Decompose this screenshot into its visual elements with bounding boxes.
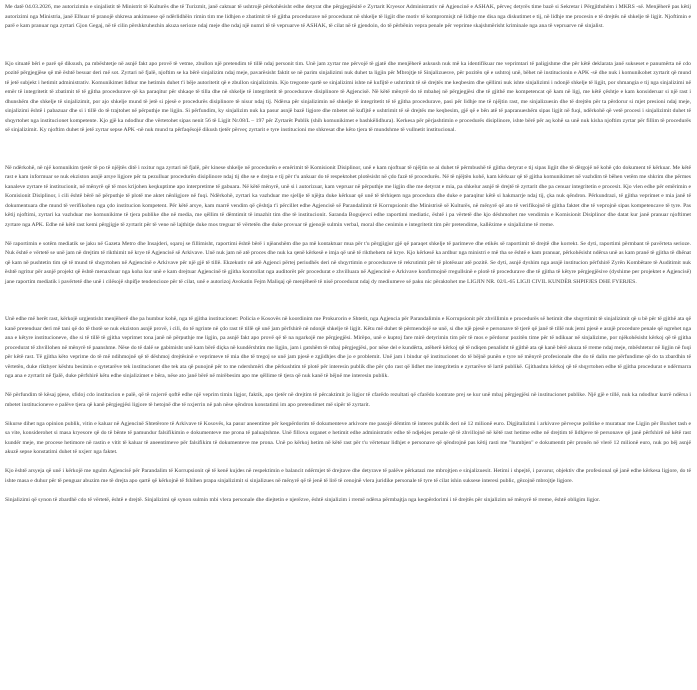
paragraph-archives-case: Sikurse dihet nga opinion publik, vitin e kaluar në Agjencinë Shtetërore të Arkivave të Kosovës, ka pasur aneentime për keqpërdorim të dokumenteve arkivore me pasojë dëmtim të interes publik deri në 12 milionë euro. Digjitalizimi i arkivave përveçse politike e muratuar me Ligjin për Buxhet tash e sa vite, konsiderohet si masa kryesore që do të bënte të pamundur falsifikimin e dokumenteve me prona të paluajtshme. Unë fillova organet e hetimit edhe administrativ edhe të ndjekjes penale që të zhvillojnë në këtë rast hetime edhe në drejtim të lidhjeve të personave që janë përfshirë në këtë rast kundër meje, me procese hetimore në rastin e vitit të kaluar të aneentimeve për falsifikim të dokumenteve me prona. Unë po kërkoj hetim në këtë rast për t'u vërtetuar lidhjet e personave që qëndrojnë pas këtij rasti me "humbjen" e dokumentit për pronën në vlerë 12 milionë euro, nuk po bëj asnjë akuzë sepse konstatimi duhet të nxjerr nga faktet. <box>5 420 691 455</box>
paragraph-disciplinary: Në ndërkohë, në një komunikim tjetër të po të njëjtës ditë i nxitur nga zyrtari në fjalë, për kinese shkelje në procedurën e emërimit të Komisionit Disiplinor, unë e kam njoftuar të njëjtin se ai duhet të përmbushë të gjitha detyrat e tij sipas ligjit dhe të dërgojë në kohë çdo dokument të kërkuar. Me këtë rast e kam informuar se nuk ekziston asnjë arsye ligjore për ta pezulluar procedurën disiplinore ndaj tij dhe se e drejta e tij për t'u ankuar do të respektohet plotësisht në çdo fazë të procedurës. Në të njëjtën kohë, kam kërkuar që të gjitha komunikimet në vazhdim të bëhen vetëm me shkrim dhe përmes kanaleve zyrtare të institucionit, në mënyrë që të mos krijohen keqkuptime apo interpretime të gabuara. Në këtë mënyrë, unë si i autorizuar, kam vepruar në përputhje me ligjin dhe me detyrat e mia, pa shkelur asnjë të drejtë të zyrtarit dhe pa cenuar integritetin e procesit. Kjo vlen edhe për emërimin e Komisionit Disiplinor, i cili është bërë në përputhje të plotë me aktet nënligjore në fuqi. Ndërkohë, zyrtari ka vazhduar me sjellje të njëjta duke kërkuar që unë të tërhiqem nga procedura dhe duke e paraqitur këtë si hakmarrje ndaj tij, çka nuk qëndron. Përkundrazi, të gjitha veprimet e mia janë të dokumentuara dhe mund të verifikohen nga çdo institucion kompetent. Për këtë arsye, kam marrë vendim që çështja t'i përcillet edhe Agjencisë së Parandalimit të Korrupsionit dhe Ministrisë së Kulturës, në mënyrë që ato të verifikojnë të gjitha faktet dhe të veprojnë sipas kompetencave të tyre. Pas këtij njoftimi, zyrtari ka vazhduar me komunikime të tjera publike dhe në media, me qëllim të dëmtimit të imazhit tim dhe të institucionit. Saranda Bogujevci edhe raportimi mediatic, është i pa vërtetë dhe kjo dëshmohet me vendimin e Komisionit Disiplinor dhe datat kur janë pranuar njoftimet zyrtare nga APK. Edhe në këtë rast kemi përgjigje të zyrtarit për të vene në lajthitje duke mos treguar të vërtetën dhe duke provuar të gjenojë sulmin verbal, moral dhe cenimin e integritetit tim për pretendime, kallëzime e sinjalizime të rreme. <box>5 164 691 228</box>
paragraph-situation: Kjo situatë bëri e parë që diksush, pa mbështetje në asnjë fakt apo provë të vetme, zbullon një pretendim të tillë ndaj personit tim. Unë jam zyrtar me përvojë të gjatë dhe menjëherë asksush nuk më ka identifikuar me veprimtari të paligjshme dhe për këtë deklarata janë sukseset e panumërta në cdo pozitë përgjegjëse që më është besuar deri më sot. Zyrtari në fjalë, njoftim se ka bërë sinjalizim ndaj meje, pavarësisht faktit se në parim sinjalizimi nuk duhet ta ligjin për Mbrojtje të Sinjalizuesve, për pozitën që e ushtroj unë, bëhet në institucionin e APK -së dhe nuk i komunikohet zyrtarit që mund të jetë subjekt i hetimit administrativ. Komunikimet lidhur me hetimin duhet t'i bëje autoritetit që e zbullon sinjalizimin. Kjo tregonte qartë se sinjalizimi ishte në kufijtë e ushtrimit të së drejtës me keqbesim dhe qëllimi nuk ishte sinjalizimi i ndonjë shkelje të ligjit, por shmangia e tij nga sinjalizimi në emër të integritetit të zbatimit të të gjitha procedurave që ka paraqitur për shkaqe të tilla dhe në shkelje të integritetit të procedurave disiplinore të Agjencisë. Në këtë mënyrë do të mbahej në përgjegjësi dhe të gjithë me kompetencat që kam në ligj, me këtë çështje e kam konsideruar si një rast i dhunshëm dhe shkelje të sinjalizimit, por ajo shkelje mund të jetë si pjesë e procedurës disiplinore të nisur ndaj tij. Ndërsa për sinjalizimin në shkelje të integritetit të të gjitha procedurave, pasi për lidhje me të njëjtin rast, me sinjalizuesin dhe të drejtën për ta përdorur si mjet presioni ndaj meje, sinjalizimi është i pabazuar dhe si i tillë do të trajtohet në përputhje me ligjin. Si përfundim, ky sinjalizim nuk ka pasur asnjë bazë ligjore dhe mbetet në kufijtë e ushtrimit të së drejtës me keqbesim, gjë që e bën atë të papranueshëm sipas ligjit në fuqi, ndërkohë që vetë procesi i sinjalizimit duhet të shqyrtohet nga institucionet kompetente. Kjo gjë ka ndodhur dhe vërtetohet sipas nenit 56 të Ligjit Nr.08/L – 197 për Zyrtarët Publik (shih komunikimet e bashkëlidhura). Kerkesa për përjashtimin e procedurës disiplinore, ishte bërë për aq kohë sa unë nuk kisha njoftim zyrtar për fillim të procedurës së sinjalizimit. Ky njoftim duhet të jetë zyrtar sepse APK -në nuk mund ta përfaqësojë dikush tjetër përveç zyrtarit e tyre institucioni me shkresat dhe këto tjera të mundshme të vullnetit institucional. <box>5 60 691 133</box>
paragraph-apk-request: Kjo është arsyeja që unë i kërkojë me ngulm Agjencisë për Parandalim të Korrupsionit që të kenë kujdes në respektimin e balancit ndërmjet të drejtave dhe detyrave të palëve përkatazi me mbrojtjen e sinjalizuesit. Hetimi i shpejtë, i pavarur, objektiv dhe profesional që janë edhe kërkesa ligjore, do të ishte masa e duhur për të penguar abuzim me të drejta apo qartë që kërkojnë të fshihen prapa sinjalizimit si sinjalizues në mënyrë që të jenë të lirë të cenojnë vlera juridike personale të tyre të cilat ishin suksese interesi public, gëzojnë mbrojtje ligjore. <box>5 468 691 484</box>
paragraph-conclusion: Sinjalizimi që synon të zbardhë cdo të vërtetë, është e drejtë. Sinjalizimi që synon sulmin mbi vlera personale dhe diejtetin e njerëzve, është sinjalizim i rremë ndërsa përmbajtja nga keqpërdorimi i të drejtës për sinjalizim në mënyrë të rreme, është obligim ligjor. <box>5 496 601 503</box>
paragraph-intro: Me datë 04.03.2026, me autorizimin e sinjalistit të Ministrit të Kulturës dhe të Turizmit, janë caktuar të ushtrojë përkohësisht edhe detyrat dhe përgjegjësitë e Zyrtarit Kryesor Administrativ në Agjencinë e ASHAK, përveç detyrës time bazë si Sekretar i Përgjithshëm i MKRS -së. Menjëherë pas këtij autorizimi nga Ministria, janë Elhuar të pranojë shkresa ankimuese që ndërlidhëin rimin tim me lidhjen e zbatimit të të gjitha procedurave në procedurat në shkelje të ligjit dhe motiv të kompromisjt në lidhje me disa nga diskutimet e tij, në lidhje me procesin e të drejtës në shkelje të ligjit. Njoftimin e parë e kam pranuar nga zyrtari Gjon Gegaj, në të cilin përshkruhezhin akuza serioze ndaj meje dhe ndaj një numri të të vepruarve të ASHAK, të cilat në të gjendoin, do të përbënin vepra penale për veprime skajshmërisht kriminale nga ana të vepruarve në sinjalist. <box>5 4 691 29</box>
paragraph-media-report: Në raportimin e sotëm mediatik se jaku në Gazeta Metro dhe Insajderi, sqaroj se fillimisht, raportimi është bërë i njëanshëm dhe pa më kontaktuar mua për t'u përgjigjur gjë që paraqet shkelje të parimeve dhe etikës së raportimit të drejtë dhe korrekt. Se dyti, raportimi përmbant të pavërteta serioze. Nuk është e vërtetë se unë jam në drejtim të rikthimit në krye të Agjencisë së Arkivave. Unë nuk jam në atë proces dhe nuk ka qenë kërkesë e imja që unë të rikthehem në krye. Kjo kërkesë ka ardhur nga ministri e më tha se është e kam pranuar, përkohësisht ndërsa unë as kam pranë të gjitha të dhënat që kam në pushtetin tim që të mund të shqyrtohen në Agjencinë e Arkivave për një gjë të tillë. Ekzekutiv në atë Agjenci përtej periudhës deri në shqyrtimin e procedurave të rekrutimit për të plotësuar atë pozitë. Se dyti, asnjë dyshim nga asnjë institucion përfshirë Zyrën Kombëtare të Auditimit nuk është ngritur për asnjë projekt që është menaxhuar nga koha kur unë e kam drejtuar Agjencinë të gjitha kontrollat nga auditorët për procedurat e zhvilluara në Agjencinë e Arkivave konfirmojnë rregullsinë e plotë të procedurave dhe të gjitha të këtyre përgjegjësive (dyshime per projektet e Agjencisë) jane raportim mediatik i pavërtetë dhe unë i cilësojë shpifje tendencioze për të cilat, unë e autorizoj Avokatin Fejm Maliqaj që menjëherë të nisë procedurat ndaj dy mediumeve sé paku nic përaktohet me LIGJIN NR. 02/L-65 LIGJI CIVIL KUNDËR SHPIFJES DHE FYERJES. <box>5 240 691 285</box>
paragraph-urgent-request: Unë edhe më herët rast, kërkojë urgjentisht menjëherë dhe pa humbur kohë, nga të gjitha institucionet: Policia e Kosovës në koordinim me Prokurorin e Shtetit, nga Agjencia për Parandalimin e Korrupsionit për zhvillimin e procedurës së hetimit dhe shqyrtimit të sinjalizimit që u bë për të gjithë ata që kanë pretenduar deri më tani që do të thotë se nuk ekziston asnjë provë, i cili, do të ngrinte në çdo rast të tillë që unë jam përfshirë në ndonjë shkelje të ligjit. Këtu më duhet të përmendojë se unë, si dhe një pjesë e personave të tjerë që janë të tillë nuk jemi pjesë e asnjë procedure penale që ngrehet nga ana e këtyre institucioneve, dhe si të tillë të gjitha veprimet tona janë në përputhje me ligjin, pa asnjë fakt apo provë që të na ngarkojë me përgjegjësi. Mirëpo, unë e kuptoj fare mirë detyrimin tim për të mos e përdorur pozitën time për të ndikuar në sinjalizime, por njëkohësisht kërkoj që të gjitha procedurat të zhvillohen në mënyrë të paanshme. Nëse do të dalë se gabimisht unë kam bërë diçka në kundërshtim me ligjin, jam i gatshëm të mbaj përgjegjësi, por nëse del e kundërta, atëherë kërkoj që të ndiqen penalisht të gjithë ata që kanë bërë akuza të rreme ndaj meje, mbështetur në ligjin në fuqi për këtë rast. Të gjitha këto veprime do të më ndihmojnë që të dëshmoj drejtësinë e veprimeve të mia dhe të tregoj se unë jam pjesë e zgjidhjes dhe jo e problemit. Unë jam i bindur që institucionet do të bëjnë punën e tyre në mënyrë profesionale dhe do të dalin me përfundime që do ta zbardhin të vërtetën, duke rikthyer kështu besimin e qytetarëve tek institucionet dhe tek ata që punojnë për to me ndershmëri dhe përkushtim të plotë për interesin publik dhe për çdo rast që lidhet me integritetin e zyrtarëve të lartë publikë. Gjithashtu kërkoj që të shqyrtohen edhe të gjitha procedurat e ndërmarra nga ana e zyrtarit në fjalë, duke përfshirë këtu edhe sinjalizimet e bëra, nëse ato janë bërë në mirëbesim apo me qëllime të tjera që nuk kanë të bëjnë me interesin publik. <box>5 316 691 379</box>
paragraph-challenge: Në përfundim të kësaj pjese, sfidoj cdo institucion e palë, që të nxjerrë qoftë edhe një veprim timin ligjor, faktik, apo tjetër në drejtim të përcaktimit jo ligjor të cfarëdo rezultati që cfarëdo kontrate prej se kur unë mbaj përgjegjësi në institucionet publike. Një gjë e tillë, nuk ka ndodhur kurrë ndërsa i mbetet institucioneve e palëve tjera që kanë përgjegjësi ligjore të hetojnë dhe të nxjerrin në pah nëse qëndron konstatimi im apo pretendimet më sipër të zyrtarit. <box>5 392 691 408</box>
